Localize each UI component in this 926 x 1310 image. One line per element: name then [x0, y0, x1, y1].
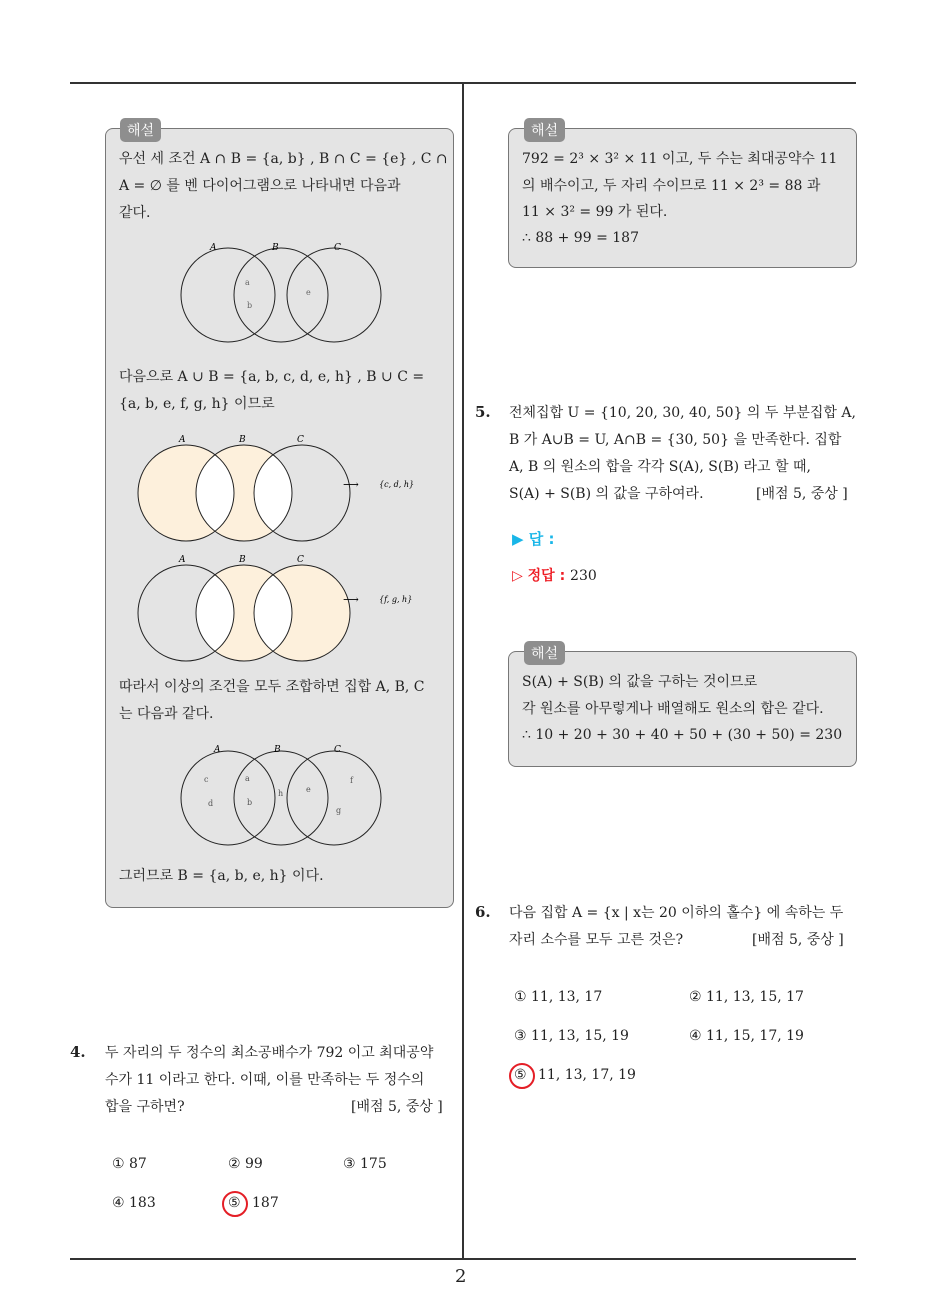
venn-element: c	[204, 775, 209, 784]
solution-line: 다음으로 A ∪ B = {a, b, c, d, e, h} , B ∪ C =	[119, 369, 425, 385]
venn-diagram-3	[136, 553, 436, 665]
page-number: 2	[455, 1266, 467, 1287]
question-text: 두 자리의 두 정수의 최소공배수가 792 이고 최대공약	[105, 1045, 434, 1061]
solution-line: 우선 세 조건 A ∩ B = {a, b} , B ∩ C = {e} , C ∩	[119, 151, 448, 167]
option-5-marker[interactable]: ⑤	[514, 1067, 527, 1083]
solution-line: 의 배수이고, 두 자리 수이므로 11 × 2³ = 88 과	[522, 178, 821, 194]
venn-label-b: B	[239, 555, 246, 565]
correct-answer-row	[512, 565, 597, 585]
venn-element: a	[245, 774, 250, 783]
solution-line: A = ∅ 를 벤 다이어그램으로 나타내면 다음과	[119, 178, 401, 194]
set-note: {c, d, h}	[379, 480, 415, 489]
option-2[interactable]: ② 11, 13, 15, 17	[689, 989, 804, 1005]
venn-label-c: C	[297, 555, 304, 565]
solution-line: 그러므로 B = {a, b, e, h} 이다.	[119, 868, 324, 884]
venn-label-c: C	[334, 745, 341, 755]
venn-diagram-4	[168, 743, 393, 848]
venn-label-b: B	[274, 745, 281, 755]
venn-element: a	[245, 278, 250, 287]
venn-element: e	[306, 288, 311, 297]
option-4[interactable]: ④ 11, 15, 17, 19	[689, 1028, 804, 1044]
venn-label-a: A	[214, 745, 221, 755]
question-text: 자리 소수를 모두 고른 것은?	[509, 932, 684, 948]
venn-diagram-2	[136, 433, 436, 545]
answer-label: ▶ 답 :	[512, 530, 555, 548]
option-5-text[interactable]: 187	[252, 1195, 279, 1211]
solution-line: ∴ 10 + 20 + 30 + 40 + 50 + (30 + 50) = 230	[522, 727, 843, 743]
correct-answer-label: ▷ 정답 :	[512, 568, 566, 584]
venn-element: b	[247, 798, 253, 807]
venn-element: d	[208, 799, 214, 808]
correct-answer-value: 230	[570, 568, 597, 584]
question-number: 6.	[475, 903, 491, 921]
arrow: ⟶	[343, 593, 359, 606]
option-5-marker[interactable]: ⑤	[228, 1195, 241, 1211]
solution-line: 는 다음과 같다.	[119, 706, 214, 722]
option-2[interactable]: ② 99	[228, 1156, 263, 1172]
bottom-rule	[70, 1258, 856, 1260]
solution-line: 같다.	[119, 205, 151, 221]
column-divider	[462, 83, 464, 1259]
venn-element: b	[247, 301, 253, 310]
venn-label-b: B	[239, 435, 246, 445]
venn-element: g	[336, 806, 342, 815]
venn-label-c: C	[334, 243, 341, 253]
option-4[interactable]: ④ 183	[112, 1195, 156, 1211]
solution-line: 따라서 이상의 조건을 모두 조합하면 집합 A, B, C	[119, 679, 425, 695]
venn-label-a: A	[179, 555, 186, 565]
solution-tag: 해설	[524, 118, 565, 142]
question-text: A, B 의 원소의 합을 각각 S(A), S(B) 라고 할 때,	[509, 459, 811, 475]
venn-diagram-1	[168, 240, 393, 345]
option-3[interactable]: ③ 175	[343, 1156, 387, 1172]
question-text: S(A) + S(B) 의 값을 구하여라.	[509, 486, 704, 502]
venn-label-b: B	[272, 243, 279, 253]
venn-element: f	[350, 776, 353, 785]
solution-line: 각 원소를 아무렇게나 배열해도 원소의 합은 같다.	[522, 701, 824, 717]
venn-element: e	[306, 785, 311, 794]
option-5-text[interactable]: 11, 13, 17, 19	[538, 1067, 636, 1083]
solution-line: {a, b, e, f, g, h} 이므로	[119, 396, 275, 412]
set-note: {f, g, h}	[379, 595, 413, 604]
question-text: B 가 A∪B = U, A∩B = {30, 50} 을 만족한다. 집합	[509, 432, 842, 448]
question-number: 4.	[70, 1043, 86, 1061]
solution-line: 792 = 2³ × 3² × 11 이고, 두 수는 최대공약수 11	[522, 151, 838, 167]
question-text: 다음 집합 A = {x | x는 20 이하의 홀수} 에 속하는 두	[509, 905, 844, 921]
venn-label-c: C	[297, 435, 304, 445]
question-points: [배점 5, 중상 ]	[756, 486, 848, 502]
question-points: [배점 5, 중상 ]	[351, 1099, 443, 1115]
solution-line: S(A) + S(B) 의 값을 구하는 것이므로	[522, 674, 758, 690]
question-text: 전체집합 U = {10, 20, 30, 40, 50} 의 두 부분집합 A,	[509, 405, 856, 421]
venn-element: h	[278, 789, 284, 798]
venn-label-a: A	[210, 243, 217, 253]
venn-label-a: A	[179, 435, 186, 445]
option-3[interactable]: ③ 11, 13, 15, 19	[514, 1028, 629, 1044]
arrow: ⟶	[343, 478, 359, 491]
solution-line: ∴ 88 + 99 = 187	[522, 230, 639, 246]
option-1[interactable]: ① 11, 13, 17	[514, 989, 603, 1005]
option-1[interactable]: ① 87	[112, 1156, 147, 1172]
solution-tag: 해설	[524, 641, 565, 665]
question-number: 5.	[475, 403, 491, 421]
question-text: 합을 구하면?	[105, 1099, 185, 1115]
question-points: [배점 5, 중상 ]	[752, 932, 844, 948]
solution-line: 11 × 3² = 99 가 된다.	[522, 204, 668, 220]
solution-box-4	[508, 128, 857, 268]
solution-tag: 해설	[120, 118, 161, 142]
question-text: 수가 11 이라고 한다. 이때, 이를 만족하는 두 정수의	[105, 1072, 425, 1088]
